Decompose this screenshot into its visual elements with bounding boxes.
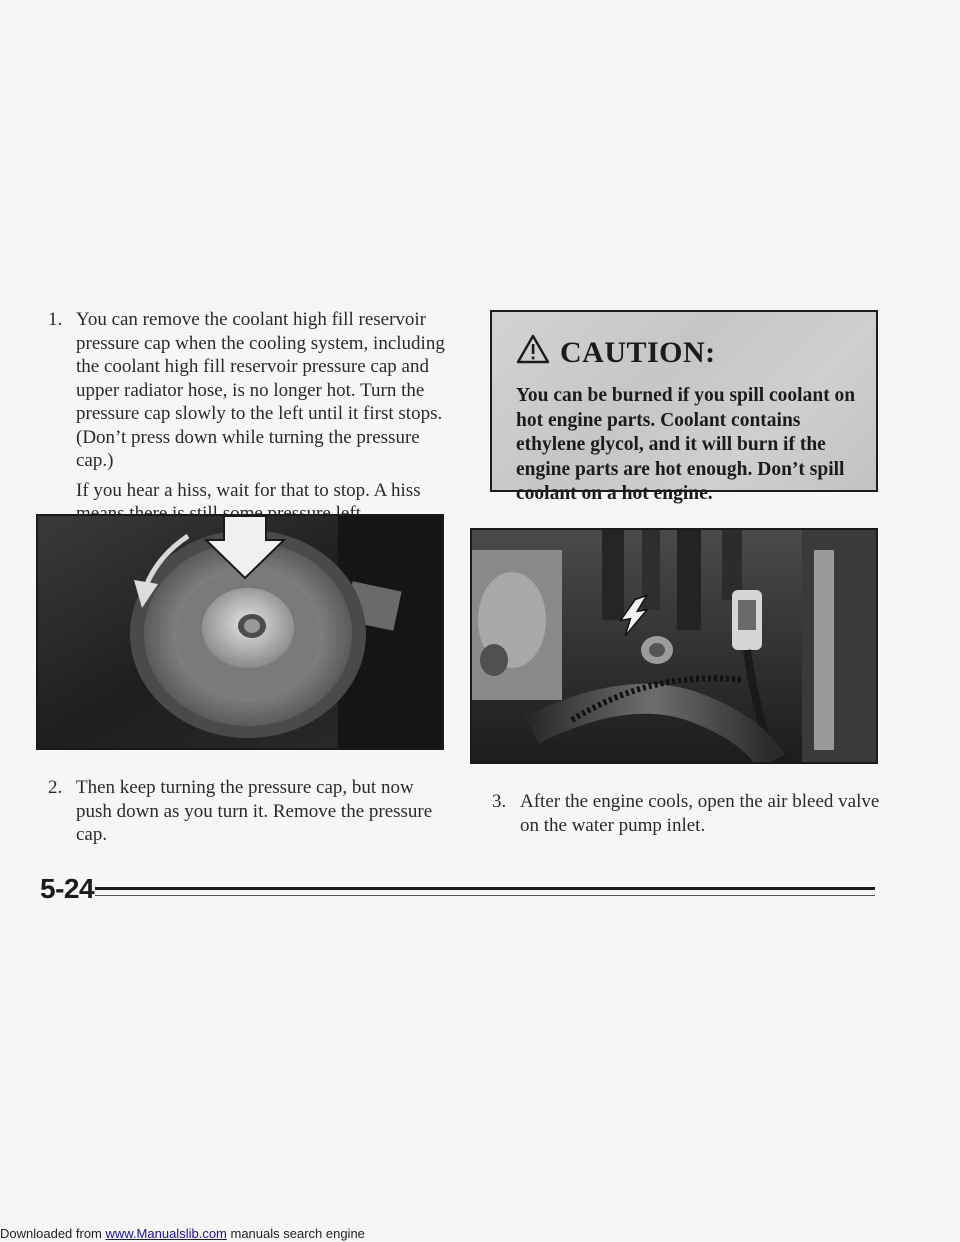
footer-rule bbox=[95, 887, 875, 890]
caution-box bbox=[490, 310, 878, 504]
step-2-text: Then keep turning the pressure cap, but now push down as you turn it. Remove the pressure cap. bbox=[76, 777, 433, 845]
caution-title: CAUTION: bbox=[560, 336, 716, 369]
step-1-number: 1. bbox=[48, 309, 63, 330]
warning-triangle-icon bbox=[516, 334, 550, 372]
step-1 bbox=[48, 308, 448, 526]
footer-suffix: manuals search engine bbox=[226, 1226, 365, 1241]
download-footer bbox=[0, 1226, 365, 1241]
manualslib-link[interactable]: www.Manualslib.com bbox=[105, 1226, 227, 1241]
pressure-cap-photo bbox=[36, 514, 444, 750]
step-2-number: 2. bbox=[48, 777, 63, 798]
page-number: 5-24 bbox=[40, 873, 95, 904]
step-1-text: You can remove the coolant high fill reservoir pressure cap when the cooling system, including the coolant high fill reservoir pressure cap and upper radiator hose, is no longer hot. Turn the pressure cap slowly to the left until it first stops. (Don’t press down while turning the pressure cap.) bbox=[76, 309, 445, 471]
step-1-note: If you hear a hiss, wait for that to stop. A hiss bbox=[76, 479, 421, 501]
footer-prefix: Downloaded from bbox=[0, 1226, 106, 1241]
footer-rule-thin bbox=[95, 895, 875, 896]
step-3-text: After the engine cools, open the air bleed valve on the water pump inlet. bbox=[520, 791, 880, 836]
step-3 bbox=[492, 790, 892, 837]
step-3-number: 3. bbox=[492, 791, 507, 812]
caution-text: You can be burned if you spill coolant on hot engine parts. Coolant contains ethylene glycol, and it will burn if the engine parts are hot enough. Don’t spill coolant on a hot engine. bbox=[516, 385, 856, 504]
engine-bleed-valve-photo bbox=[470, 528, 878, 764]
step-2 bbox=[48, 776, 448, 847]
